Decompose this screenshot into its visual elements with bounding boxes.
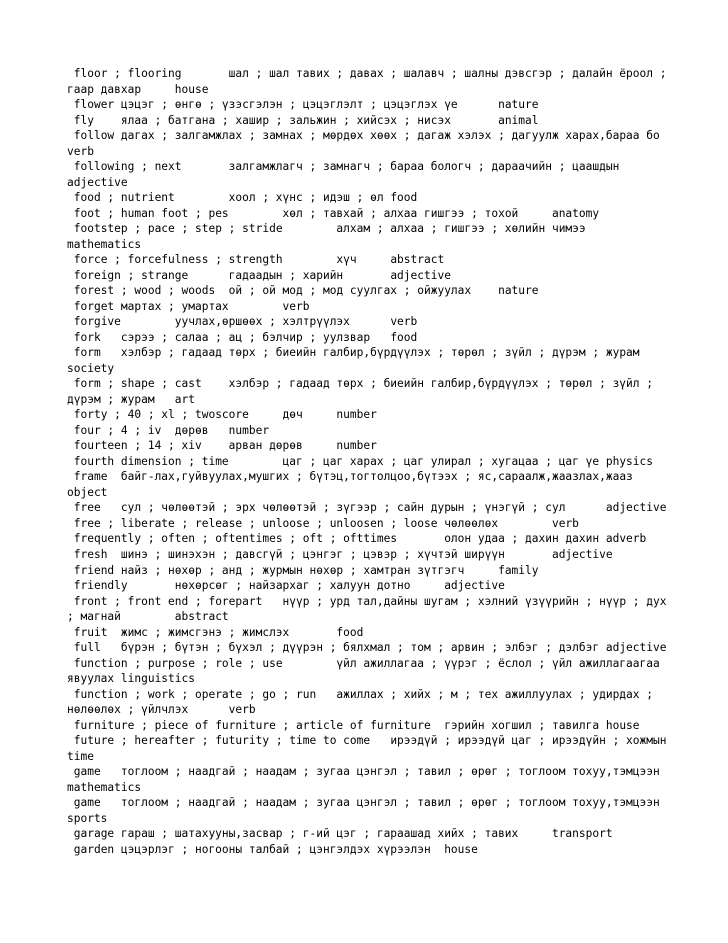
- entry-game-mathematics: game тоглоом ; наадгай ; наадам ; зугаа цэнгэл ; тавил ; өрөг ; тоглоом тохуу,тэмцээн mathematics: [67, 765, 714, 794]
- entry-friendly: friendly нөхөрсөг ; найзархаг ; халуун дотно adjective: [67, 579, 505, 593]
- entry-fruit: fruit жимс ; жимсгэнэ ; жимслэх food: [67, 625, 364, 639]
- entry-frequently: frequently ; often ; oftentimes ; oft ; ofttimes олон удаа ; дахин дахин adverb: [67, 532, 647, 546]
- entry-function-work: function ; work ; operate ; go ; run ажиллах ; хийх ; м ; тех ажиллуулах ; удирдах ; нөлөөлөх ; үйлчлэх verb: [67, 687, 660, 717]
- entry-front: front ; front end ; forepart нүүр ; урд тал,дайны шугам ; хэлний үзүүрийн ; нүүр ; дух ; магнай abstract: [67, 594, 674, 624]
- entry-function-purpose: function ; purpose ; role ; use үйл ажиллагаа ; үүрэг ; ёслол ; үйл ажиллагаагаа явуулах linguistics: [67, 656, 667, 686]
- entry-foreign: foreign ; strange гадаадын ; харийн adjective: [67, 268, 451, 282]
- entry-game-sports: game тоглоом ; наадгай ; наадам ; зугаа цэнгэл ; тавил ; өрөг ; тоглоом тохуу,тэмцээн sports: [67, 796, 714, 825]
- entry-form-shape: form ; shape ; cast хэлбэр ; гадаад төрх ; биеийн галбир,бүрдүүлэх ; төрөл ; зүйл ; дүрэм ; журам art: [67, 377, 660, 406]
- entry-force: force ; forcefulness ; strength хүч abstract: [67, 253, 445, 267]
- entry-garden: garden цэцэрлэг ; ногооны талбай ; цэнгэлдэх хүрээлэн house: [67, 842, 478, 856]
- entry-follow: follow дагах ; залгамжлах ; замнах ; мөрдөх хөөх ; дагаж хэлэх ; дагуулж харах,бараа бо verb: [67, 129, 714, 158]
- entry-free-liberate: free ; liberate ; release ; unloose ; unloosen ; loose чөлөөлөх verb: [67, 516, 579, 530]
- entry-following: following ; next залгамжлагч ; замнагч ; бараа бологч ; дараачийн ; цаашдын adjective: [67, 160, 660, 189]
- entry-forgive: forgive уучлах,өршөөх ; хэлтрүүлэх verb: [67, 315, 418, 329]
- entry-full: full бүрэн ; бүтэн ; бүхэл ; дүүрэн ; бялхмал ; том ; арвин ; элбэг ; дэлбэг adjective: [67, 641, 667, 655]
- entry-future: future ; hereafter ; futurity ; time to come ирээдүй ; ирээдүй цаг ; ирээдүйн ; хожмын time: [67, 734, 714, 763]
- entry-foot: foot ; human foot ; pes хөл ; тавхай ; алхаа гишгээ ; тохой anatomy: [67, 206, 600, 220]
- entry-footstep: footstep ; pace ; step ; stride алхам ; алхаа ; гишгээ ; хөлийн чимээ mathematics: [67, 222, 606, 251]
- entry-floor: floor ; flooring шал ; шал тавих ; давах ; шалавч ; шалны дэвсгэр ; далайн ёроол ; гаар давхар house: [67, 67, 674, 96]
- entry-furniture: furniture ; piece of furniture ; article of furniture гэрийн хогшил ; тавилга house: [67, 718, 640, 732]
- entry-four: four ; 4 ; iv дөрөв number: [67, 423, 270, 437]
- entry-flower: flower цэцэг ; өнгө ; үзэсгэлэн ; цэцэглэлт ; цэцэглэх үе nature: [67, 98, 539, 112]
- entry-forget: forget мартах ; умартах verb: [67, 299, 310, 313]
- entry-fresh: fresh шинэ ; шинэхэн ; давсгүй ; цэнгэг ; цэвэр ; хүчтэй ширүүн adjective: [67, 547, 613, 561]
- entry-frame: frame байг-лах,гуйвуулах,мушгих ; бүтэц,тогтолцоо,бүтээх ; яс,сараалж,жаазлах,жааз object: [67, 470, 660, 499]
- entry-forest: forest ; wood ; woods ой ; ой мод ; мод суулгах ; ойжуулах nature: [67, 284, 539, 298]
- document-text: [67, 66, 714, 857]
- entry-forty: forty ; 40 ; xl ; twoscore дөч number: [67, 408, 377, 422]
- entry-fourth-dimension: fourth dimension ; time цаг ; цаг харах ; цаг улирал ; хугацаа ; цаг үе physics: [67, 454, 653, 468]
- entry-friend: friend найз ; нөхөр ; анд ; журмын нөхөр ; хамтран зүтгэгч family: [67, 563, 539, 577]
- entry-food: food ; nutrient хоол ; хүнс ; идэш ; өл food: [67, 191, 418, 205]
- entry-free: free сул ; чөлөөтэй ; эрх чөлөөтэй ; зүгээр ; сайн дурын ; үнэгүй ; сул adjective: [67, 501, 667, 515]
- entry-fourteen: fourteen ; 14 ; xiv арван дөрөв number: [67, 439, 377, 453]
- entry-fork: fork сэрээ ; салаа ; ац ; бэлчир ; уулзвар food: [67, 330, 418, 344]
- entry-form: form хэлбэр ; гадаад төрх ; биеийн галбир,бүрдүүлэх ; төрөл ; зүйл ; дүрэм ; журам society: [67, 346, 660, 375]
- entry-garage: garage гараш ; шатахууны,засвар ; г-ий цэг ; гараашад хийх ; тавих transport: [67, 827, 613, 841]
- entry-fly: fly ялаа ; батгана ; хашир ; зальжин ; хийсэх ; нисэх animal: [67, 113, 539, 127]
